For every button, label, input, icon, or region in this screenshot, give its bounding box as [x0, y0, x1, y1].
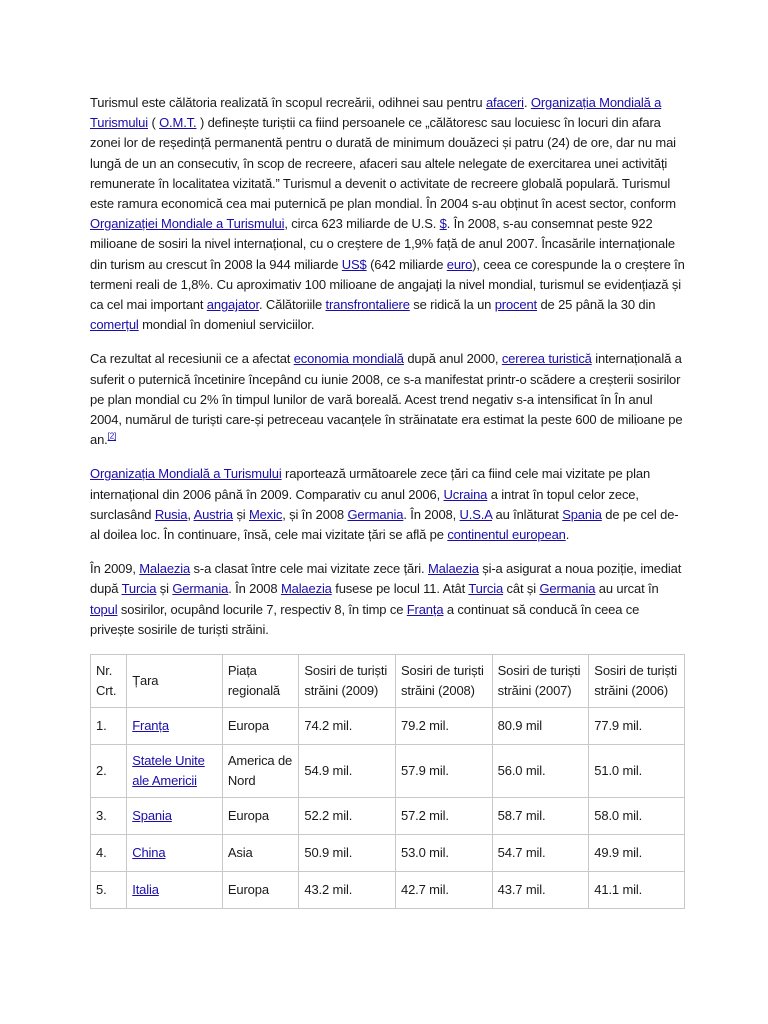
text-run: , circa 623 miliarde de U.S.: [284, 216, 440, 232]
link-franta[interactable]: Franța: [406, 601, 444, 617]
cell-2007: 54.7 mil.: [492, 835, 589, 872]
cell-piata: Europa: [222, 798, 299, 835]
country-link[interactable]: Franța: [132, 718, 169, 734]
cell-2008: 57.2 mil.: [396, 798, 493, 835]
text-run: și-a asigurat a noua poziție, imediat după: [90, 561, 682, 597]
article-body: [90, 93, 686, 640]
cell-nr: 5.: [91, 872, 127, 909]
link-comertul[interactable]: comerțul: [90, 317, 139, 333]
cell-tara: [127, 798, 223, 835]
link-euro[interactable]: euro: [446, 256, 473, 272]
cell-nr: 2.: [91, 745, 127, 798]
text-run: s-a clasat între cele mai vizitate zece țări.: [190, 561, 428, 577]
text-run: . În 2008: [228, 581, 281, 597]
link-continentul-european[interactable]: continentul european: [447, 527, 566, 543]
link-procent[interactable]: procent: [494, 297, 538, 313]
link-topul[interactable]: topul: [90, 601, 118, 617]
text-run: .: [523, 95, 531, 110]
country-link[interactable]: Statele Unite ale Americii: [132, 753, 205, 789]
text-run: a continuat să conducă în ceea ce privește sosirile de turiști străini.: [90, 601, 640, 637]
link-austria[interactable]: Austria: [193, 506, 233, 522]
header-2009: Sosiri de turiști străini (2009): [299, 655, 396, 708]
link-cererea-turistica[interactable]: cererea turistică: [501, 351, 592, 367]
link-afaceri[interactable]: afaceri: [485, 95, 524, 110]
text-run: , și în 2008: [282, 506, 348, 522]
cell-2006: 58.0 mil.: [589, 798, 685, 835]
cell-2006: 51.0 mil.: [589, 745, 685, 798]
text-run: . În 2008, s-au consemnat peste 922 milioane de sosiri la nivel internațional, cu o creștere de 1,9% față de anul 2007. Încasările internaționale din turism au crescut în 2008 la 944 miliarde: [90, 216, 675, 272]
text-run: ) definește turiștii ca fiind persoanele ce „călătoresc sau locuiesc în locuri din afara zonei lor de reședință permanentă pentru o durată de minimum douăzeci și patru (24) de ore, dar nu mai lungă de un an consecutiv, în scop de recreere, afaceri sau altele nelegate de exercitarea unei activități remunerate în localitatea vizitată.” Turismul a devenit o activitate de recreere globală populară. Turismul este ramura economică cea mai puternică pe plan mondial. În 2004 s-au obținut în acest sector, conform: [90, 115, 676, 212]
link-mexic[interactable]: Mexic: [249, 506, 283, 522]
cell-2008: 42.7 mil.: [396, 872, 493, 909]
link-omt[interactable]: Organizația Mondială a Turismului: [90, 95, 662, 131]
header-2007: Sosiri de turiști străini (2007): [492, 655, 589, 708]
text-run: și: [232, 506, 249, 522]
country-link[interactable]: China: [132, 845, 166, 861]
citation-superscript: [108, 432, 116, 441]
cell-2008: 53.0 mil.: [396, 835, 493, 872]
link-turcia-2[interactable]: Turcia: [468, 581, 504, 597]
text-run: Turismul este călătoria realizată în scopul recreării, odihnei sau pentru: [90, 95, 486, 110]
link-germania-2[interactable]: Germania: [172, 581, 229, 597]
cell-tara: [127, 835, 223, 872]
cell-2008: 79.2 mil.: [396, 708, 493, 745]
text-run: mondial în domeniul serviciilor.: [138, 317, 315, 333]
citation-2[interactable]: [2]: [107, 431, 117, 441]
tourism-table: [90, 654, 685, 909]
link-malaezia[interactable]: Malaezia: [139, 561, 191, 577]
link-angajator[interactable]: angajator: [206, 297, 259, 313]
link-economia-mondiala[interactable]: economia mondială: [293, 351, 404, 367]
text-run: cât și: [503, 581, 540, 597]
cell-tara: [127, 872, 223, 909]
cell-2008: 57.9 mil.: [396, 745, 493, 798]
text-run: fusese pe locul 11. Atât: [331, 581, 469, 597]
text-run: ), ceea ce corespunde la o creștere în termeni reali de 1,8%. Cu aproximativ 100 milioane de angajați la nivel mondial, turismul se evidențiază și ca cel mai important: [90, 256, 685, 313]
text-run: În 2009,: [90, 561, 140, 577]
text-run: de 25 până la 30 din: [537, 297, 656, 313]
cell-2007: 80.9 mil: [492, 708, 589, 745]
cell-nr: 4.: [91, 835, 127, 872]
link-malaezia-3[interactable]: Malaezia: [280, 581, 332, 597]
cell-2009: 43.2 mil.: [299, 872, 396, 909]
text-run: . În 2008,: [403, 506, 460, 522]
cell-2006: 49.9 mil.: [589, 835, 685, 872]
link-usd[interactable]: US$: [341, 256, 367, 272]
cell-tara: [127, 745, 223, 798]
link-turcia[interactable]: Turcia: [121, 581, 157, 597]
link-omt-3[interactable]: Organizația Mondială a Turismului: [90, 466, 282, 482]
text-run: de pe cel de-al doilea loc. În continuare, însă, cele mai vizitate țări se află pe: [90, 506, 679, 543]
country-link[interactable]: Spania: [132, 808, 172, 824]
table-row: [91, 708, 685, 745]
text-run: raportează următoarele zece țări ca fiind cele mai vizitate pe plan internațional din 2006 până în 2009. Comparativ cu anul 2006,: [90, 466, 651, 502]
link-germania-3[interactable]: Germania: [539, 581, 596, 597]
text-run: ,: [187, 506, 194, 522]
text-run: internațională a suferit o puternică încetinire începând cu iunie 2008, ce s-a manifestat printr-o scădere a creșterii sosirilor pe plan mondial cu 2% în timpul lunilor de vară boreală. Acest trend negativ s-a intensificat în În anul 2004, numărul de turiști care-și petreceau vacanțele în străinatate era estimat la peste 600 de milioane pe an.: [90, 351, 683, 448]
paragraph: [90, 559, 686, 640]
text-run: după anul 2000,: [403, 351, 502, 367]
cell-2007: 56.0 mil.: [492, 745, 589, 798]
link-ucraina[interactable]: Ucraina: [443, 486, 488, 502]
cell-piata: Europa: [222, 708, 299, 745]
cell-2006: 41.1 mil.: [589, 872, 685, 909]
header-nr: Nr. Crt.: [91, 655, 127, 708]
cell-2009: 50.9 mil.: [299, 835, 396, 872]
text-run: se ridică la un: [409, 297, 495, 313]
text-run: au înlăturat: [492, 506, 563, 522]
cell-piata: Asia: [222, 835, 299, 872]
table-row: [91, 872, 685, 909]
cell-piata: Europa: [222, 872, 299, 909]
cell-nr: 3.: [91, 798, 127, 835]
header-tara: Țara: [127, 655, 223, 708]
paragraph: [90, 93, 686, 335]
link-usa[interactable]: U.S.A: [459, 506, 493, 522]
cell-2009: 52.2 mil.: [299, 798, 396, 835]
header-2008: Sosiri de turiști străini (2008): [396, 655, 493, 708]
header-piata: Piața regională: [222, 655, 299, 708]
cell-piata: America de Nord: [222, 745, 299, 798]
cell-2007: 58.7 mil.: [492, 798, 589, 835]
table-row: [91, 745, 685, 798]
link-rusia[interactable]: Rusia: [154, 506, 188, 522]
link-omt-2[interactable]: Organizației Mondiale a Turismului: [90, 216, 285, 232]
header-2006: Sosiri de turiști străini (2006): [589, 655, 685, 708]
text-run: (642 miliarde: [366, 256, 447, 272]
text-run: a intrat în topul celor zece, surclasând: [90, 486, 639, 522]
table-row: [91, 798, 685, 835]
link-transfrontaliere[interactable]: transfrontaliere: [325, 297, 410, 313]
link-germania[interactable]: Germania: [347, 506, 404, 522]
link-malaezia-2[interactable]: Malaezia: [427, 561, 479, 577]
text-run: sosirilor, ocupând locurile 7, respectiv 8, în timp ce: [117, 601, 407, 617]
text-run: .: [565, 527, 570, 543]
paragraph: [90, 464, 686, 545]
cell-nr: 1.: [91, 708, 127, 745]
cell-tara: [127, 708, 223, 745]
cell-2009: 74.2 mil.: [299, 708, 396, 745]
table-header-row: [91, 655, 685, 708]
text-run: (: [147, 115, 160, 131]
link-dollar[interactable]: $: [439, 216, 447, 232]
link-omt-abbr[interactable]: O.M.T.: [159, 115, 197, 131]
text-run: Ca rezultat al recesiunii ce a afectat: [90, 351, 294, 367]
cell-2006: 77.9 mil.: [589, 708, 685, 745]
text-run: și: [156, 581, 173, 597]
table-row: [91, 835, 685, 872]
link-spania[interactable]: Spania: [562, 506, 602, 522]
cell-2007: 43.7 mil.: [492, 872, 589, 909]
text-run: au urcat în: [595, 581, 659, 597]
cell-2009: 54.9 mil.: [299, 745, 396, 798]
text-run: . Călătoriile: [258, 297, 326, 313]
paragraph: [90, 349, 686, 450]
country-link[interactable]: Italia: [132, 882, 159, 898]
